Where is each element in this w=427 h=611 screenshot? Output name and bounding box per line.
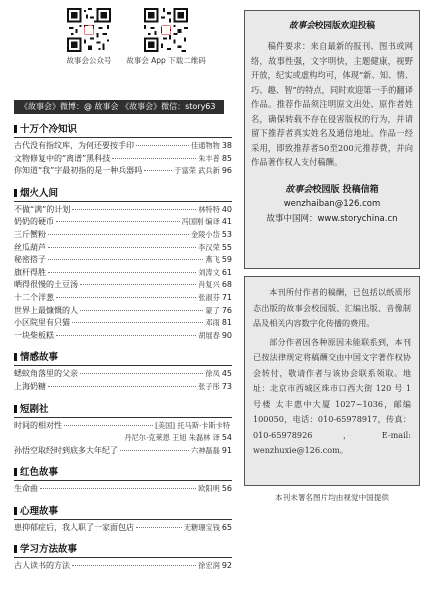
leader-dots: [64, 425, 153, 426]
leader-dots: [120, 450, 189, 451]
section-title: 十万个冷知识: [14, 121, 232, 138]
leader-dots: [48, 259, 203, 260]
qr-caption: 故事会公众号: [66, 56, 112, 65]
entry-page: 91: [221, 445, 232, 455]
entry-author: 张子彤: [198, 381, 220, 391]
section-title: 烟火人间: [14, 185, 232, 202]
submission-box: [244, 10, 420, 269]
entry-author: 欧阳明: [198, 484, 220, 494]
toc-entry[interactable]: [14, 140, 232, 153]
entry-title: 患抑郁症后，我人职了一家面包店: [14, 522, 134, 532]
entry-author: 刘涛文: [198, 267, 220, 277]
toc-entry[interactable]: [14, 317, 232, 330]
leader-dots: [80, 310, 203, 311]
entry-title: 文物修复中的“离谱”黑科技: [14, 153, 111, 163]
toc-entry[interactable]: [14, 229, 232, 242]
toc-entry[interactable]: [14, 483, 232, 496]
entry-author: 邓雨: [205, 318, 220, 328]
entry-translators: 丹尼尔·克莱恩 王旭 朱磊林 译: [124, 433, 220, 443]
entry-author: 于富荣 武兵新: [174, 166, 220, 176]
social-bar: 《故事会》微博：@ 故事会 《故事会》微信：story63: [14, 100, 224, 114]
entry-title: 古人读书的方法: [14, 561, 70, 571]
entry-title: 小区院里有只猫: [14, 318, 70, 328]
entry-title: 时间的相对性: [14, 420, 62, 430]
section-marker-icon: [14, 405, 17, 413]
entry-title: 一块柴板糕: [14, 330, 54, 340]
entry-page: 61: [221, 267, 232, 277]
entry-page: 59: [221, 255, 232, 265]
image-credit: 本刊未署名图片均由视觉中国提供: [275, 493, 389, 502]
entry-page: 85: [221, 153, 232, 163]
entry-title: 蟋蚊角落里的父亲: [14, 369, 78, 379]
toc-entry[interactable]: [14, 445, 232, 458]
entry-page: 81: [221, 318, 232, 328]
entry-title: 丝瓜葫芦: [14, 242, 46, 252]
toc-entry[interactable]: [14, 330, 232, 343]
entry-page: 65: [221, 522, 232, 532]
entry-title: 晒得很慢的土豆汤: [14, 280, 78, 290]
entry-page: 68: [221, 280, 232, 290]
qr-code-image: [67, 8, 111, 52]
entry-author: 张淑芬: [198, 292, 220, 302]
toc-entry[interactable]: [14, 368, 232, 381]
copyright-paragraph-2: 部分作者因各种原因未能联系到，本刊已按法律规定将稿酬交由中国文字著作权协会转付，敬请作者与该协会联系领取。地址：北京市西城区珠市口西大街 120 号 1 号楼 太丰惠中大厦 1027~1036，邮编100050，电话：010-65978917，传真：010-65978926，E-mail: wenzhuxie@126.com。: [253, 336, 411, 455]
leader-dots: [72, 209, 196, 210]
entry-author: 蒙了: [205, 305, 220, 315]
entry-page: 92: [221, 561, 232, 571]
toc-entry[interactable]: [14, 522, 232, 535]
entry-author: 冯国刚 编译: [181, 217, 220, 227]
entry-title: 你知道“我”字最初指的是一种兵器吗: [14, 166, 143, 176]
entry-author: 佳通物物: [191, 141, 220, 150]
leader-dots: [80, 373, 203, 374]
entry-author: 无糖珊宝钱: [183, 522, 220, 532]
entry-title: 十二个洋葱: [14, 292, 54, 302]
entry-author: [美国] 托马斯·卡斯卡特: [155, 420, 230, 430]
entry-title: 不做“满”的计划: [14, 204, 71, 214]
toc-section: [14, 464, 232, 496]
toc-entry[interactable]: [14, 560, 232, 573]
entry-title: 秘密搭子: [14, 255, 46, 265]
section-title: 红色故事: [14, 464, 232, 481]
leader-dots: [112, 158, 196, 159]
section-title: 心理故事: [14, 503, 232, 520]
toc-entry[interactable]: [14, 292, 232, 305]
submission-title: 故事会校园版欢迎投稿: [289, 21, 375, 31]
entry-title: 生命曲: [14, 484, 38, 494]
leader-dots: [80, 284, 196, 285]
leader-dots: [136, 527, 182, 528]
leader-dots: [48, 386, 196, 387]
right-column: [244, 10, 420, 503]
entry-page: 56: [221, 484, 232, 494]
leader-dots: [40, 488, 196, 489]
section-title: 情感故事: [14, 349, 232, 366]
entry-title: 上海奶糖: [14, 381, 46, 391]
qr-official-account: [49, 8, 129, 66]
toc-section: [14, 185, 232, 343]
section-marker-icon: [14, 507, 17, 515]
entry-page: 40: [221, 204, 232, 214]
leader-dots: [56, 221, 180, 222]
toc-section: [14, 503, 232, 535]
entry-author: 徐宏润: [198, 561, 220, 571]
toc-entry[interactable]: [14, 381, 232, 394]
toc-section: [14, 401, 232, 458]
copyright-notice-box: [244, 276, 420, 486]
entry-author: 六神磊磊: [191, 445, 220, 455]
copyright-paragraph-1: 本刊所付作者的稿酬，已包括以纸质形态出版的故事会校园版、汇编出版、音像制品及相关内容数字化传播的费用。: [253, 287, 411, 328]
section-marker-icon: [14, 189, 17, 197]
section-marker-icon: [14, 545, 17, 553]
toc-entry[interactable]: [14, 254, 232, 267]
submission-mailbox-label: 故事会校园版 投稿信箱: [285, 184, 379, 195]
leader-dots: [144, 170, 172, 171]
leader-dots: [72, 565, 196, 566]
toc-entry[interactable]: [14, 305, 232, 318]
entry-author: 胡展春: [198, 330, 220, 340]
entry-author: 林特特: [198, 204, 220, 214]
leader-dots: [48, 234, 189, 235]
entry-title: 旗杆得胜: [14, 267, 46, 277]
toc-entry[interactable]: [14, 204, 232, 217]
qr-app-download: [126, 8, 206, 66]
entry-title: 奶奶的硬币: [14, 217, 54, 227]
leader-dots: [56, 297, 196, 298]
entry-author: 徐凤: [205, 369, 220, 379]
entry-title: 孙悟空取经时到底多大年纪了: [14, 445, 118, 455]
entry-author: 金陵小岱: [191, 229, 220, 239]
entry-author: 肖复兴: [198, 280, 220, 290]
entry-author: 李汉荣: [198, 242, 220, 252]
entry-page: 45: [221, 369, 232, 379]
entry-page: 54: [221, 433, 232, 443]
leader-dots: [56, 335, 196, 336]
website-link[interactable]: 故事中国网：www.storychina.cn: [266, 213, 398, 224]
leader-dots: [48, 247, 196, 248]
toc-entry[interactable]: [14, 267, 232, 280]
qr-caption: 故事会 App 下载二维码: [126, 56, 206, 65]
entry-title: 古代没有指纹库，为何还要按手印: [14, 141, 134, 150]
entry-page: 76: [221, 305, 232, 315]
entry-title: 三斤蟹粉: [14, 229, 46, 239]
entry-page: 38: [221, 141, 232, 150]
toc-entry[interactable]: [14, 242, 232, 255]
toc-entry[interactable]: [14, 153, 232, 166]
entry-author: 燕飞: [205, 255, 220, 265]
entry-page: 41: [221, 217, 232, 227]
section-marker-icon: [14, 353, 17, 361]
entry-author: 朱丰普: [198, 153, 220, 163]
table-of-contents: [14, 114, 232, 573]
toc-entry-continuation: [14, 432, 232, 445]
toc-section: [14, 121, 232, 178]
section-marker-icon: [14, 125, 17, 133]
entry-page: 90: [221, 330, 232, 340]
section-marker-icon: [14, 468, 17, 476]
entry-page: 96: [221, 166, 232, 176]
section-title: 短剧社: [14, 401, 232, 418]
qr-code-image: [144, 8, 188, 52]
toc-entry[interactable]: [14, 165, 232, 178]
entry-page: 71: [221, 292, 232, 302]
toc-section: [14, 541, 232, 573]
toc-entry[interactable]: [14, 279, 232, 292]
submission-email[interactable]: wenzhaiban@126.com: [283, 198, 381, 209]
entry-page: 73: [221, 381, 232, 391]
section-title: 学习方法故事: [14, 541, 232, 558]
toc-entry[interactable]: [14, 216, 232, 229]
entry-title: 世界上最慷慨的人: [14, 305, 78, 315]
leader-dots: [136, 145, 189, 146]
leader-dots: [72, 322, 203, 323]
entry-page: 55: [221, 242, 232, 252]
toc-entry[interactable]: [14, 420, 232, 433]
toc-section: [14, 349, 232, 393]
submission-requirements: 稿件要求：来自最新的报刊、图书或网络，故事性强，文字明快，主题健康，视野开放，纪实或虚构均可，体现“新、知、情、巧、趣、智”的特点，同时欢迎第一手的翻译作品。推荐作品须注明原文出处、原作者姓名，确保转载不存在侵害版权的行为，并请留下推荐者真实姓名及通信地址。作品一经采用，即致推荐者50至200元推荐费，并向作品著作权人支付稿酬。: [251, 41, 413, 167]
brand-logo-text: 故事会: [289, 21, 315, 31]
leader-dots: [48, 272, 196, 273]
entry-page: 53: [221, 229, 232, 239]
